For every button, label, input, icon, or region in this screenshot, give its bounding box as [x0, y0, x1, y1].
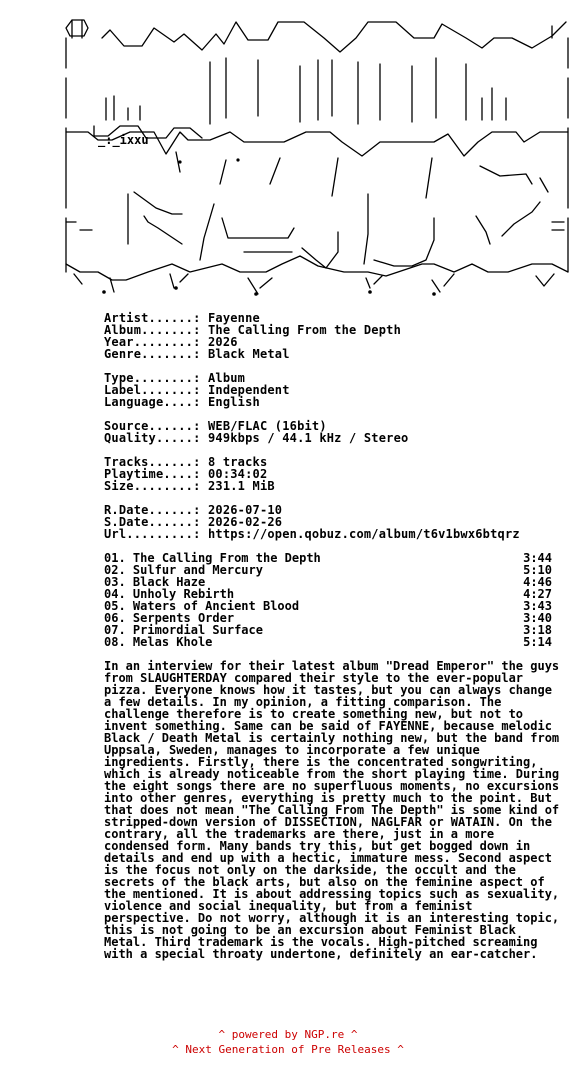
- info-album: Album.......: The Calling From the Depth: [104, 323, 402, 337]
- track-row: 06. Serpents Order 3:40: [104, 611, 552, 625]
- logo-inner-text: _:_ixxu: [98, 133, 149, 147]
- info-playtime: Playtime....: 00:34:02: [104, 467, 268, 481]
- info-size: Size........: 231.1 MiB: [104, 479, 275, 493]
- info-year: Year........: 2026: [104, 335, 238, 349]
- info-artist: Artist......: Fayenne: [104, 311, 260, 325]
- info-tracks: Tracks......: 8 tracks: [104, 455, 268, 469]
- ascii-art-logo-icon: [62, 8, 572, 306]
- info-url[interactable]: Url.........: https://open.qobuz.com/album/t6v1bwx6btqrz: [104, 527, 520, 541]
- info-release-date: R.Date......: 2026-07-10: [104, 503, 283, 517]
- track-row: 01. The Calling From the Depth 3:44: [104, 551, 552, 565]
- track-row: 07. Primordial Surface 3:18: [104, 623, 552, 637]
- track-row: 02. Sulfur and Mercury 5:10: [104, 563, 552, 577]
- info-store-date: S.Date......: 2026-02-26: [104, 515, 283, 529]
- info-genre: Genre.......: Black Metal: [104, 347, 290, 361]
- info-type: Type........: Album: [104, 371, 246, 385]
- footer-tagline: ^ Next Generation of Pre Releases ^: [172, 1043, 404, 1056]
- track-row: 03. Black Haze 4:46: [104, 575, 552, 589]
- info-language: Language....: English: [104, 395, 260, 409]
- info-quality: Quality.....: 949kbps / 44.1 kHz / Stereo: [104, 431, 409, 445]
- info-source: Source......: WEB/FLAC (16bit): [104, 419, 327, 433]
- track-row: 08. Melas Khole 5:14: [104, 635, 552, 649]
- album-review-text: In an interview for their latest album "Dread Emperor" the guys from SLAUGHTERDAY compared their style to the ever-popular pizza. Everyone knows how it tastes, but you can always change a few details. In my opinion, a fitting comparison. The challenge therefore is to create something new, but not to invent something. Same can be said of FAYENNE, because melodic Black / Death Metal is certainly nothing new, but the band from Uppsala, Sweden, manages to incorporate a few unique ingredients. Firstly, there is the concentrated songwriting, which is already noticeable from the short playing time. During the eight songs there are no superfluous moments, no excursions into other genres, everything is pretty much to the point. But that does not mean "The Calling From The Depth" is some kind of stripped-down version of DISSECTION, NAGLFAR or WATAIN. On the contrary, all the trademarks are there, just in a more condensed form. Many bands try this, but get bogged down in details and end up with a hectic, immature mess. Second aspect is the focus not only on the darkside, the occult and the secrets of the black arts, but also on the feminine aspect of the mentioned. It is about addressing topics such as sexuality, violence and social inequality, but from a feminist perspective. Do not worry, although it is an interesting topic, this is not going to be an excursion about Feminist Black Metal. Third trademark is the vocals. High-pitched screaming with a special throaty undertone, definitely an ear-catcher.: [104, 659, 560, 961]
- footer-powered-by[interactable]: ^ powered by NGP.re ^: [218, 1028, 358, 1041]
- logo-art-icon: [62, 8, 572, 306]
- track-row: 04. Unholy Rebirth 4:27: [104, 587, 552, 601]
- track-row: 05. Waters of Ancient Blood 3:43: [104, 599, 552, 613]
- info-label: Label.......: Independent: [104, 383, 290, 397]
